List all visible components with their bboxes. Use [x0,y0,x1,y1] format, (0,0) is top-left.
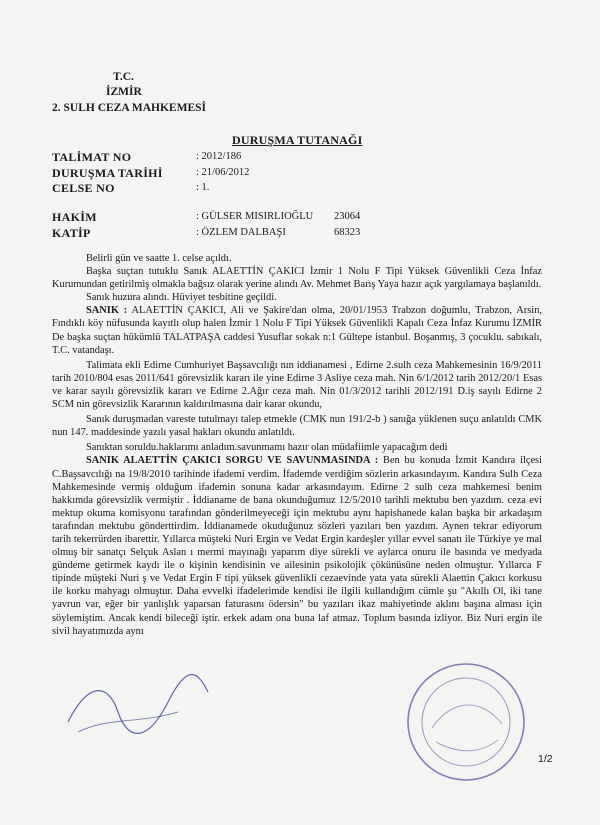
celse-value: : 1. [196,182,210,193]
talimat-label: TALİMAT NO [52,150,132,164]
document-title: DURUŞMA TUTANAĞI [232,133,363,147]
hakim-registry-number: 23064 [334,211,361,222]
handwritten-signature [58,662,218,752]
court-seal-stamp [402,658,530,786]
hakim-value: : GÜLSER MISIRLIOĞLU [196,211,314,222]
defense-text: Ben bu konuda İzmit Kandıra ilçesi C.Başsavcılığı na 19/8/2010 tarihinde ifademi verdim. İfademde verdiğim sözlerin arkasındayım. Kandıra Sulh Ceza Mahkemesinde vermiş olduğum ifademin sonuna kadar arkasındayım. Edirne 2 sulh ceza mahkemesi benim hakkımda görevsizlik vermiştir . İddianame de bana okunduğumuz 12/5/2010 tarihli mektubu ben yazdım. ceza evi mektup okuma komisyonu tarafından gönderilmeyeceği için mektubu aynı hapishanede kalan başka bir arkadaşım tarafından mektubu gönderttirdim. İddianamede okuduğunuz sözleri yazıları ben yazdım. Aynen tekrar ediyorum tarih tekerrürden ibarettir. Yıllarca müşteki Nuri Ergin ve Vedat Ergin kardeşler yıllar evvel sanatı ile Türkiye ye mal olmuş bir sanatçı Selçuk Aslan ı mermi mayınağı yaparım diye sürekli ve aylarca onuru ile basında ve medyada gündeme getirmek kaydı ile o kişinin kendisinin ve ailesinin psikolojik çökünüsüne neden olmuştur. Yıllarca F tipinde müşteki Nuri ş ve Vedat Ergin F tipi yüksek güvenlikli cezaevinde yata yata sürekli Alaettin Çakıcı korkusu ile korku mahyagı olmuştur. Daha evvelki ifadelerimde kendisi ile ilgili kullandığım cümle şu "Akıllı Ol, iki tane yavrun var, eğer bir yanlışlık yaparsan faturasını ödersin" bu yazıları ikaz mahiyetinde aklını başına alması için söylemiştim. Ancak kendi bileceği iştir. erkek adam ona buna laf atmaz. Toplum basında izliyor. Biz Nuri ergin ile sivil hayatımızda aynı [52,455,542,637]
paragraph-defendant-present: Başka suçtan tutuklu Sanık ALAETTİN ÇAKICI İzmir 1 Nolu F Tipi Yüksek Güvenlikli Ceza İnfaz Kurumundan getirilmiş olmakla bağsız olarak yerine alındı Av. Mehmet Barış Yaya hazır açık yargılamaya başlanıldı. [52,266,542,291]
proceedings-text [52,252,542,638]
katip-label: KATİP [52,226,91,240]
header-city: İZMİR [106,86,142,98]
durusma-value: : 21/06/2012 [196,167,250,178]
celse-label: CELSE NO [52,181,115,195]
talimat-value: : 2012/186 [196,151,242,162]
paragraph-indictment: Talimata ekli Edirne Cumhuriyet Başsavcılığı nın iddianamesi , Edirne 2.sulh ceza Mahkemesinin 16/9/2011 tarih 2010/804 esas 2011/641 görevsizlik kararı ile yine Edirne 3 Asliye ceza mah. Nin 6/1/2012 tarih 2012/20/1 Esas ve karar sayılı görevsizlik kararı ve Edirne 2.Ağır ceza mah. Nin 01/3/2012 tarihli 2012/191 D.iş sayılı Edirne 2 SCM nin görevsizlik Kararının kaldırılmasına dair karar okundu, [52,359,542,411]
defense-heading: SANIK ALAETTİN ÇAKICI SORGU VE SAVUNMASINDA : [86,455,379,467]
paragraph-question: Sanıktan soruldu.haklarımı anladım.savunmamı hazır olan müdafiimle yapacağım dedi [86,442,448,454]
paragraph-defense [52,454,542,637]
page-number: 1/2 [538,753,553,765]
hakim-label: HAKİM [52,210,97,224]
header-court: 2. SULH CEZA MAHKEMESİ [52,102,206,114]
katip-registry-number: 68323 [334,227,361,238]
paragraph-identity-check: Sanık huzura alındı. Hüviyet tesbitine geçildi. [86,292,277,304]
defendant-identity-text: ALAETTİN ÇAKICI, Ali ve Şakire'dan olma, 20/01/1953 Trabzon doğumlu, Trabzon, Arsin, Fındıklı köy nüfusunda kayıtlı olup halen İzmir 1 Nolu F Tipi Yüksek Güvenlikli Kapalı Ceza İnfaz Kurumu İZMİR De başka suçtan hükümlü TALATPAŞA caddesi Yusuflar sokak n:1 Gültepe istanbul. Boşanmış, 3 çocuklu. sabıkalı, T.C. vatandaşı. [52,305,542,356]
defendant-label: SANIK : [86,305,128,317]
durusma-label: DURUŞMA TARİHİ [52,166,163,180]
header-tc: T.C. [113,71,134,83]
katip-value: : ÖZLEM DALBAŞI [196,227,286,238]
paragraph-defendant-identity [52,304,542,356]
paragraph-opening: Belirli gün ve saatte 1. celse açıldı. [86,253,232,264]
paragraph-rights: Sanık duruşmadan vareste tutulmayı talep etmekle (CMK nun 191/2-b ) sanığa yüklenen suçu anlatıldı CMK nun 147. maddesinde yazılı yasal hakları okundu anlatıldı. [52,414,542,439]
